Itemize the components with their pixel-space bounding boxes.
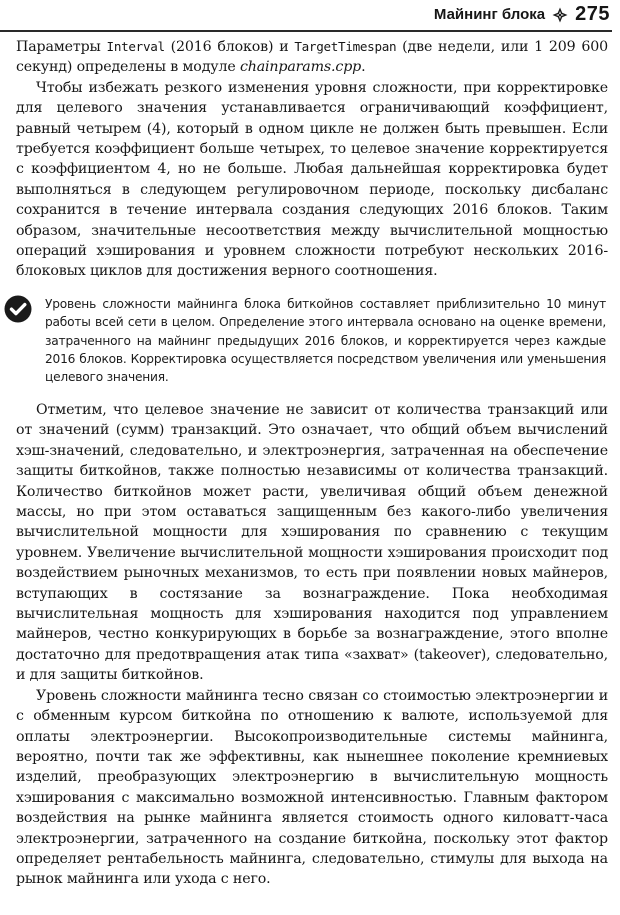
page-number: 275 [575,3,610,25]
running-title: Майнинг блока [433,6,546,23]
p1-text-1: Параметры [16,39,107,55]
file-name: chainparams.cpp [239,59,362,76]
header-rule [0,30,612,32]
page-header [0,0,620,32]
checkmark-circle-icon [4,295,32,323]
p1-text-2: (2016 блоков) и [164,39,295,55]
code-target-timespan: TargetTimespan [294,39,397,54]
paragraph-difficulty-limit: Чтобы избежать резкого изменения уровня сложности, при корректировке для целевого значения устанавливается ограничивающий коэффициент, равный четырем (4), который в одном цикле не должен быть превышен. Если требуется коэффициент больше четырех, то целевое значение корректируется с коэффициентом 4, но не больше. Любая дальнейшая корректировка будет выполняться в следующем регулировочном периоде, поскольку дисбаланс сохранится в течение интервала создания следующих 2016 блоков. Таким образом, значительные несоответствия между вычислительной мощностью операций хэширования и уровнем сложности потребуют нескольких 2016-блоковых циклов для достижения верного соотношения. [16,79,608,280]
p1-text-3: (две недели, или 1 209 600 секунд) определены в модуле [16,39,608,76]
text-block-top [16,37,608,282]
header-right [434,3,610,26]
paragraph-intervals [16,37,608,78]
note-text: Уровень сложности майнинга блока биткойнов составляет приблизительно 10 минут работы всей сети в целом. Определение этого интервала основано на оценке времени, затраченного на майнинг предыдущих 2016 блоков, и корректируется через каждые 2016 блоков. Корректировка осуществляется посредством увеличения или уменьшения целевого значения. [45,297,606,385]
paragraph-target-independence: Отметим, что целевое значение не зависит от количества транзакций или от значений (сумм) транзакций. Это означает, что общий объем вычислений хэш-значений, следовательно, и электроэнергия, затраченная на обеспечение защиты биткойнов, также полностью независимы от количества транзакций. Количество биткойнов может расти, увеличивая общий объем денежной массы, но при этом оставаться защищенным без какого-либо увеличения вычислительной мощности для хэширования по сравнению с текущим уровнем. Увеличение вычислительной мощности хэширования происходит под воздействием рыночных механизмов, то есть при появлении новых майнеров, вступающих в состязание за вознаграждение. Пока необходимая вычислительная мощность для хэширования находится под управлением майнеров, честно конкурирующих в борьбе за вознаграждение, этого вполне достаточно для предотвращения атак типа «захват» (takeover), следовательно, и для защиты биткойнов. [16,402,608,684]
p1-text-4: . [361,59,366,76]
paragraph-electricity-cost: Уровень сложности майнинга тесно связан со стоимостью электроэнергии и с обменным курсом биткойна по отношению к валюте, используемой для оплаты электроэнергии. Высокопроизводительные системы майнинга, вероятно, почти так же эффективны, как нынешнее поколение кремниевых изделий, преобразующих электроэнергию в вычислительную мощность хэширования с максимально возможной интенсивностью. Главным фактором воздействия на рынке майнинга является стоимость одного киловатт-часа электроэнергии, затраченного на создание биткойна, поскольку этот фактор определяет рентабельность майнинга, следовательно, стимулы для выхода на рынок майнинга или ухода с него. [16,687,608,888]
text-block-bottom [16,400,608,890]
note-box [4,295,606,390]
code-interval: Interval [106,39,165,54]
diamond-ornament-icon [552,7,568,23]
